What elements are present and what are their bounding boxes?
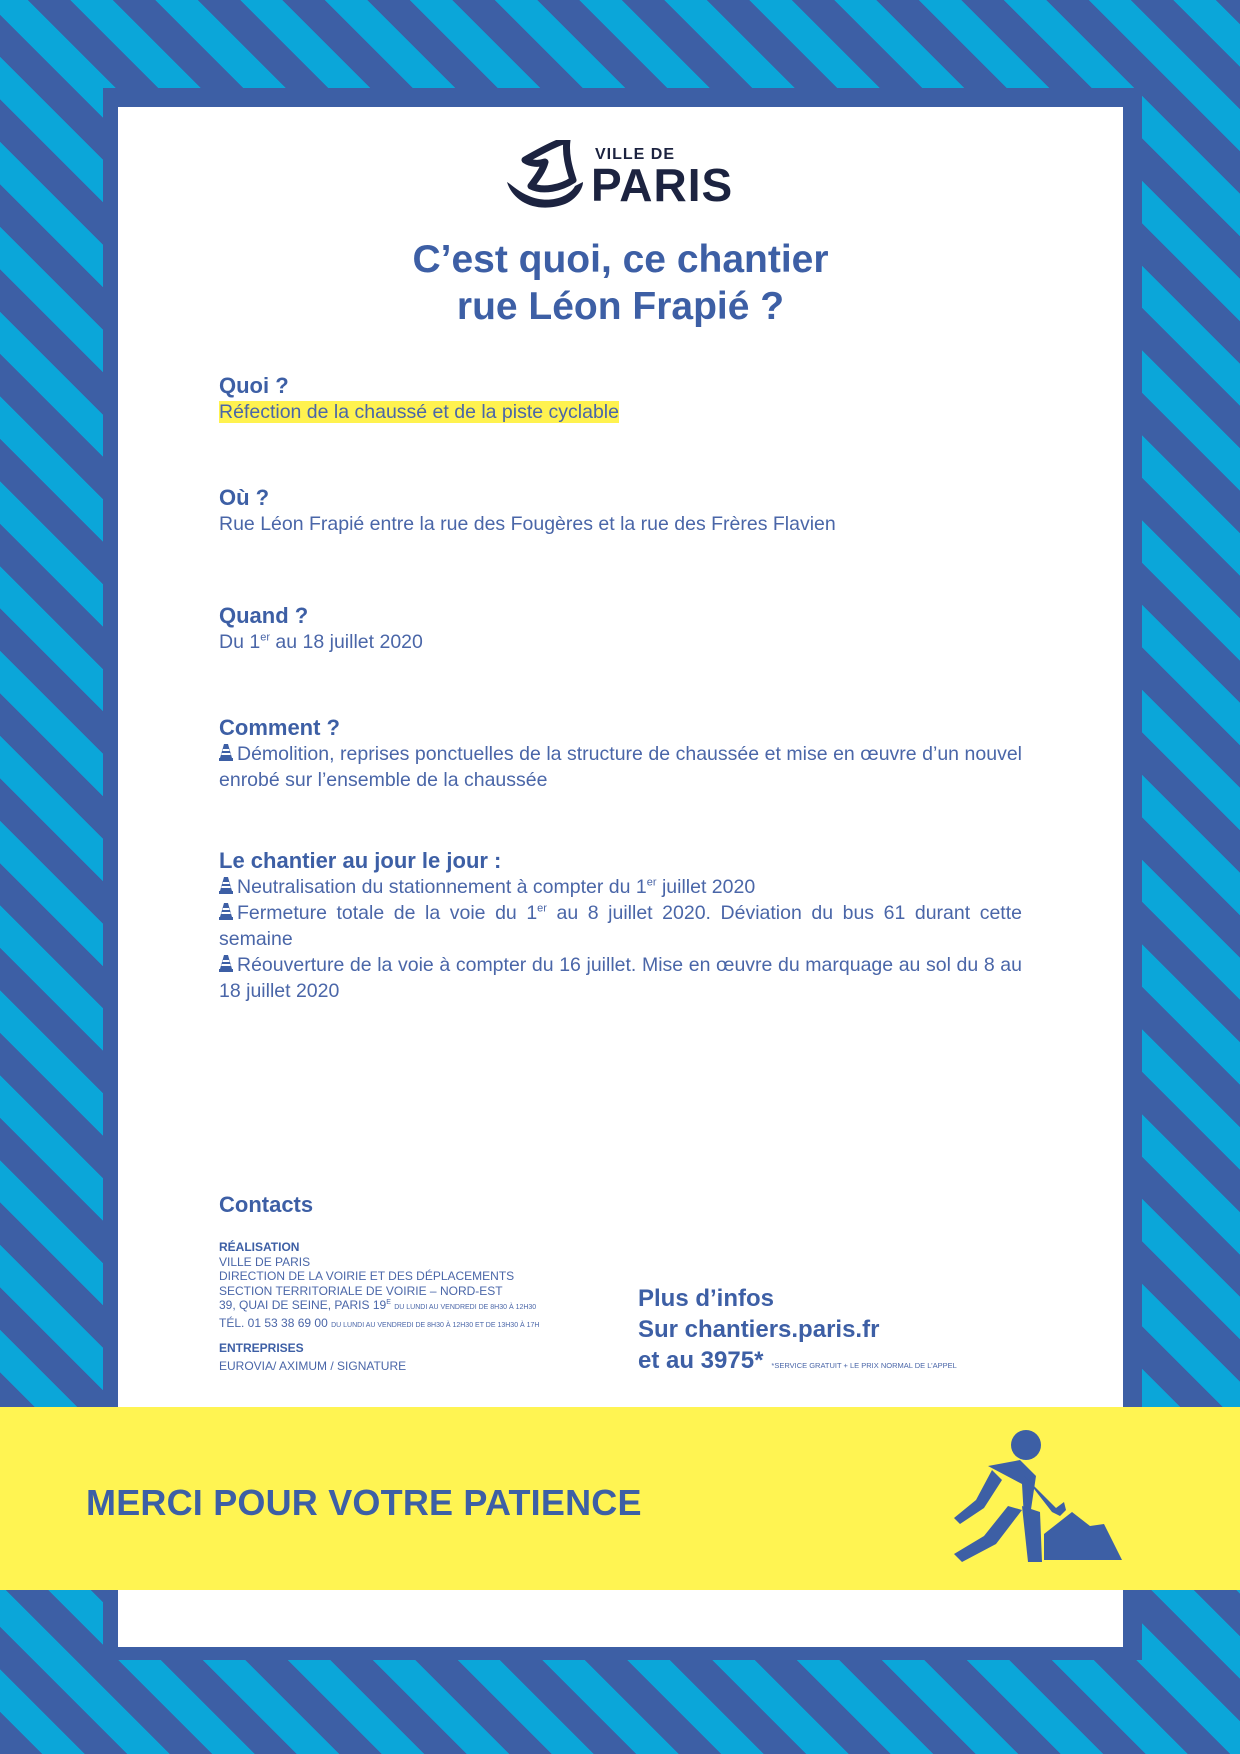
traffic-cone-icon — [219, 903, 233, 920]
contact-address: 39, QUAI DE SEINE, PARIS $19^E$ DU LUNDI AU VENDREDI DE 8H30 À 12H30 — [219, 1298, 537, 1312]
more-info-block — [638, 1283, 957, 1381]
contact-line-2: DIRECTION DE LA VOIRIE ET DES DÉPLACEMENTS — [219, 1269, 515, 1283]
entreprises-list: EUROVIA/ AXIMUM / SIGNATURE — [219, 1358, 407, 1373]
more-info-line-1: Plus d’infos — [638, 1285, 775, 1312]
road-worker-icon — [940, 1426, 1126, 1566]
contact-line-1: VILLE DE PARIS — [219, 1254, 311, 1269]
section-quoi — [219, 373, 1022, 425]
more-info-phone: et au 3975* *SERVICE GRATUIT + LE PRIX NORMAL DE L’APPEL — [638, 1347, 957, 1374]
service-note: *SERVICE GRATUIT + LE PRIX NORMAL DE L’APPEL — [771, 1361, 957, 1370]
page-title — [118, 236, 1123, 330]
traffic-cone-icon — [219, 744, 233, 761]
title-line-1: C’est quoi, ce chantier — [412, 238, 829, 281]
contact-line-3: SECTION TERRITORIALE DE VOIRIE – NORD-EST — [219, 1283, 503, 1298]
entreprises-label: ENTREPRISES — [219, 1341, 304, 1355]
contacts-heading: Contacts — [219, 1192, 314, 1217]
title-line-2: rue Léon Frapié ? — [456, 285, 785, 328]
logo-subtitle: VILLE DE — [595, 146, 676, 163]
logo-name: PARIS — [591, 159, 734, 211]
jour-heading: Le chantier au jour le jour : — [219, 848, 502, 873]
realisation-label: RÉALISATION — [219, 1240, 300, 1254]
quand-heading: Quand ? — [219, 603, 309, 628]
quoi-text: Réfection de la chaussé et de la piste cyclable — [219, 401, 619, 423]
quand-text: Du 1er au 18 juillet 2020 — [219, 631, 423, 653]
section-jour — [219, 848, 1022, 1004]
jour-item-3: Réouverture de la voie à compter du 16 juillet. Mise en œuvre du marquage au sol du 8 au 18 juillet 2020 — [219, 954, 1022, 1002]
paris-boat-logo-icon — [503, 140, 589, 214]
section-ou — [219, 485, 1022, 537]
jour-item-2: Fermeture totale de la voie du 1er au 8 juillet 2020. Déviation du bus 61 durant cette semaine — [219, 902, 1022, 950]
comment-text: Démolition, reprises ponctuelles de la structure de chaussée et mise en œuvre d’un nouvel enrobé sur l’ensemble de la chaussée — [219, 743, 1022, 791]
jour-item-1: Neutralisation du stationnement à compter du 1er juillet 2020 — [219, 874, 1022, 900]
banner-text: MERCI POUR VOTRE PATIENCE — [86, 1482, 642, 1523]
contact-phone: TÉL. 01 53 38 69 00 DU LUNDI AU VENDREDI DE 8H30 À 12H30 ET DE 13H30 À 17H — [219, 1315, 540, 1330]
traffic-cone-icon — [219, 955, 233, 972]
contacts-entreprises — [219, 1341, 406, 1373]
ville-de-paris-logo — [503, 140, 743, 214]
quoi-heading: Quoi ? — [219, 373, 289, 398]
traffic-cone-icon — [219, 877, 233, 894]
more-info-website[interactable]: Sur chantiers.paris.fr — [638, 1316, 880, 1343]
section-quand — [219, 603, 1022, 655]
contacts-realisation — [219, 1240, 540, 1333]
comment-heading: Comment ? — [219, 715, 340, 740]
ou-heading: Où ? — [219, 485, 270, 510]
ou-text: Rue Léon Frapié entre la rue des Fougères et la rue des Frères Flavien — [219, 513, 836, 535]
section-comment — [219, 715, 1022, 793]
